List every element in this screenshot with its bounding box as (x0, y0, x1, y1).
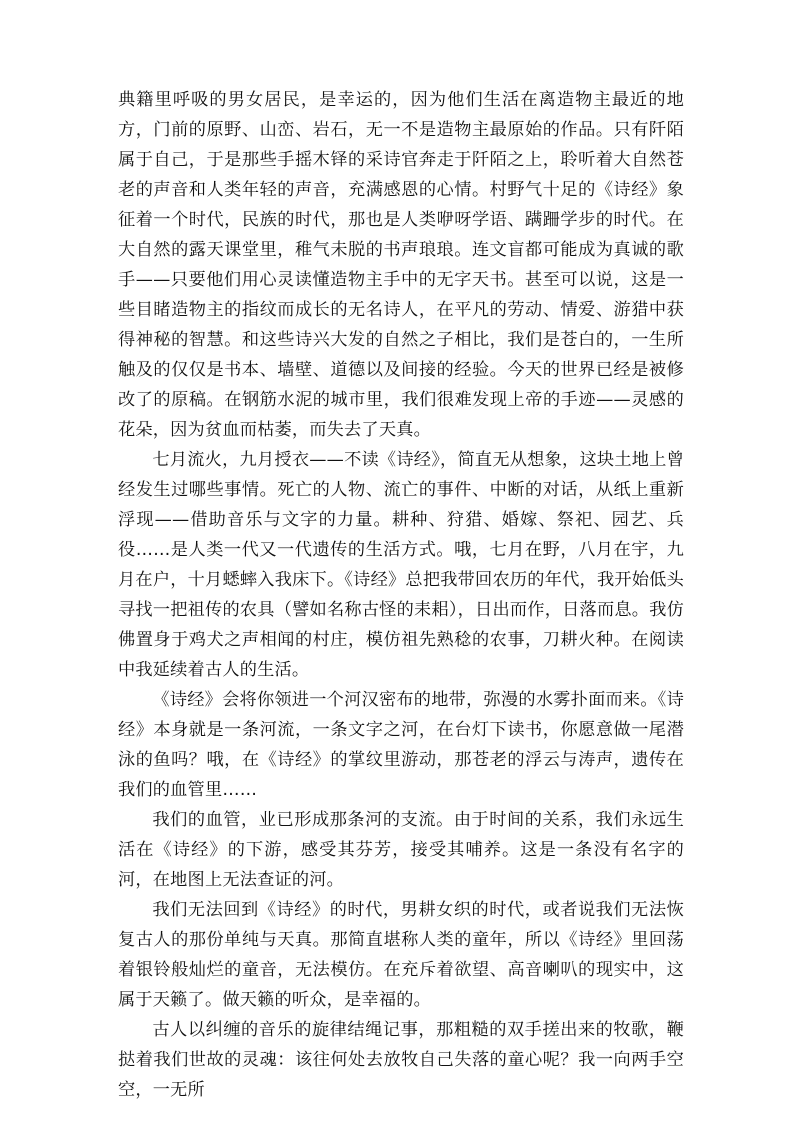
paragraph-2: 七月流火，九月授衣——不读《诗经》，简直无从想象，这块土地上曾经发生过哪些事情。死亡的人物、流亡的事件、中断的对话，从纸上重新浮现——借助音乐与文字的力量。耕种、狩猎、婚嫁、祭祀、园艺、兵役……是人类一代又一代遗传的生活方式。哦，七月在野，八月在宇，九月在户，十月蟋蟀入我床下。《诗经》总把我带回农历的年代，我开始低头寻找一把祖传的农具（譬如名称古怪的耒耜），日出而作，日落而息。我仿佛置身于鸡犬之声相闻的村庄，模仿祖先熟稔的农事，刀耕火种。在阅读中我延续着古人的生活。 (118, 450, 684, 680)
paragraph-3: 《诗经》会将你领进一个河汉密布的地带，弥漫的水雾扑面而来。《诗经》本身就是一条河流，一条文字之河，在台灯下读书，你愿意做一尾潜泳的鱼吗？哦，在《诗经》的掌纹里游动，那苍老的浮云与涛声，遗传在我们的血管里…… (118, 690, 684, 800)
essay-body (118, 85, 684, 1105)
paragraph-5: 我们无法回到《诗经》的时代，男耕女织的时代，或者说我们无法恢复古人的那份单纯与天真。那简直堪称人类的童年，所以《诗经》里回荡着银铃般灿烂的童音，无法模仿。在充斥着欲望、高音喇叭的现实中，这属于天籁了。做天籁的听众，是幸福的。 (118, 900, 684, 1010)
paragraph-1: 典籍里呼吸的男女居民，是幸运的，因为他们生活在离造物主最近的地方，门前的原野、山峦、岩石，无一不是造物主最原始的作品。只有阡陌属于自己，于是那些手摇木铎的采诗官奔走于阡陌之上，聆听着大自然苍老的声音和人类年轻的声音，充满感恩的心情。村野气十足的《诗经》象征着一个时代，民族的时代，那也是人类咿呀学语、蹒跚学步的时代。在大自然的露天课堂里，稚气未脱的书声琅琅。连文盲都可能成为真诚的歌手——只要他们用心灵读懂造物主手中的无字天书。甚至可以说，这是一些目睹造物主的指纹而成长的无名诗人，在平凡的劳动、情爱、游猎中获得神秘的智慧。和这些诗兴大发的自然之子相比，我们是苍白的，一生所触及的仅仅是书本、墙壁、道德以及间接的经验。今天的世界已经是被修改了的原稿。在钢筋水泥的城市里，我们很难发现上帝的手迹——灵感的花朵，因为贫血而枯萎，而失去了天真。 (118, 90, 684, 440)
paragraph-4: 我们的血管，业已形成那条河的支流。由于时间的关系，我们永远生活在《诗经》的下游，感受其芬芳，接受其哺养。这是一条没有名字的河，在地图上无法查证的河。 (118, 810, 684, 890)
paragraph-6: 古人以纠缠的音乐的旋律结绳记事，那粗糙的双手搓出来的牧歌，鞭挞着我们世故的灵魂：该往何处去放牧自己失落的童心呢？我一向两手空空，一无所 (118, 1020, 684, 1100)
